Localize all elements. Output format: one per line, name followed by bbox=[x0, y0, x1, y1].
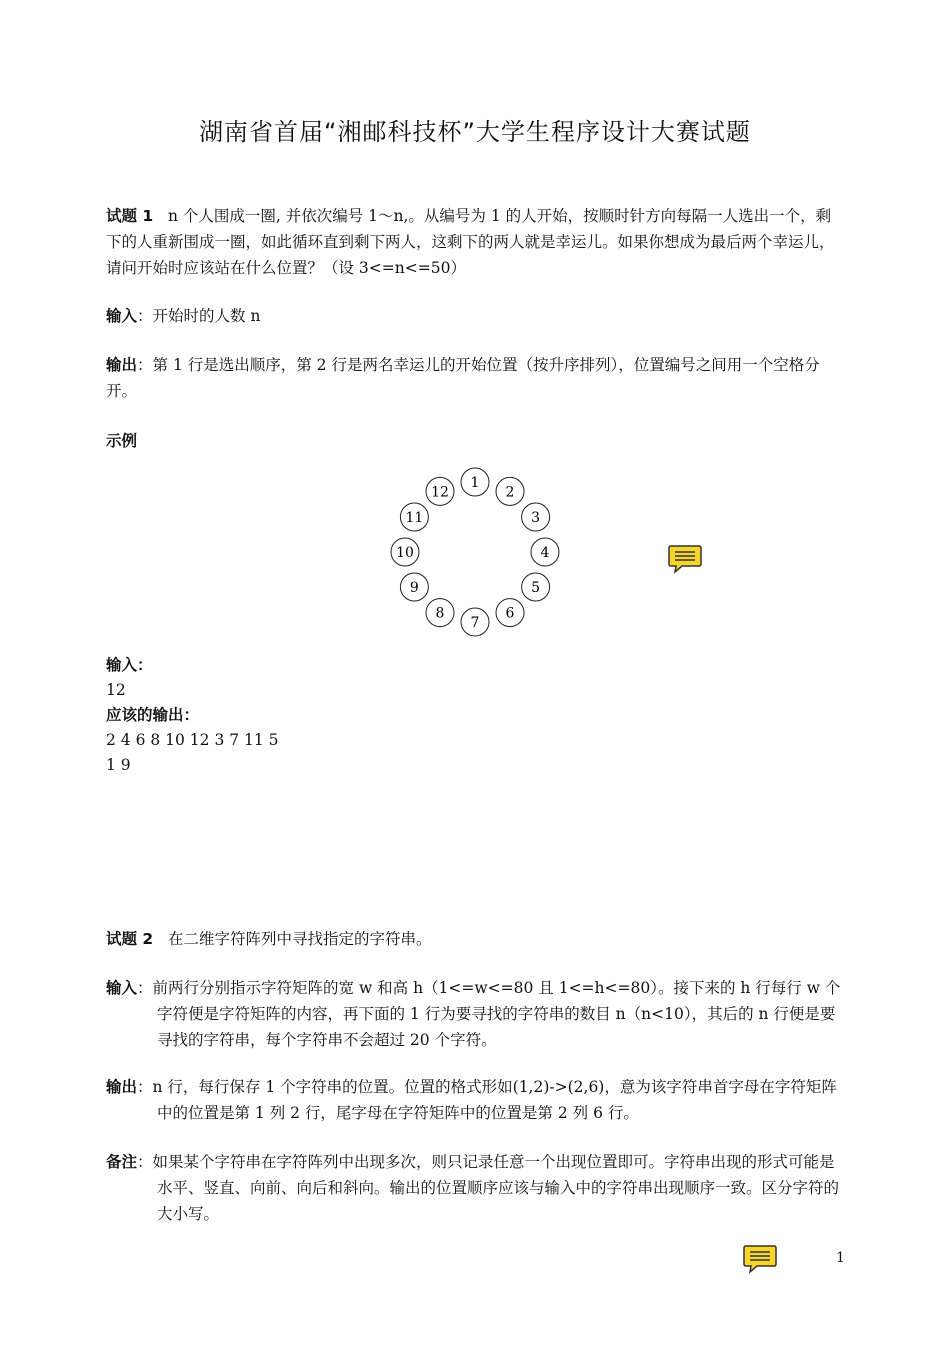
problem2-note-text: ：如果某个字符串在字符阵列中出现多次，则只记录任意一个出现位置即可。字符串出现的形式可能是水平、竖直、向前、向后和斜向。输出的位置顺序应该与输入中的字符串出现顺序一致。区分字符的大小写。 bbox=[137, 1153, 840, 1223]
circle-node-label: 11 bbox=[405, 510, 424, 526]
comment-icon[interactable] bbox=[743, 1244, 777, 1278]
problem2-label: 试题 2 bbox=[106, 930, 154, 948]
comment-icon[interactable] bbox=[668, 544, 702, 578]
page-title: 湖南省首届“湘邮科技杯”大学生程序设计大赛试题 bbox=[199, 118, 751, 146]
problem1-input bbox=[106, 303, 846, 329]
circle-node bbox=[461, 608, 489, 636]
circle-node bbox=[496, 477, 524, 505]
circle-node-label: 4 bbox=[540, 545, 550, 561]
circle-node bbox=[426, 477, 454, 505]
problem2-note bbox=[106, 1149, 846, 1227]
problem2-input bbox=[106, 975, 846, 1053]
problem1-output-text: ：第 1 行是选出顺序，第 2 行是两名幸运儿的开始位置（按升序排列），位置编号之间用一个空格分开。 bbox=[106, 356, 820, 400]
example-input-value: 12 bbox=[106, 681, 126, 699]
problem1-statement bbox=[106, 203, 846, 281]
example-output-line1: 2 4 6 8 10 12 3 7 11 5 bbox=[106, 731, 279, 749]
circle-node bbox=[400, 503, 428, 531]
problem1-input-text: ：开始时的人数 n bbox=[137, 307, 261, 325]
circle-node bbox=[391, 538, 419, 566]
problem2-note-label: 备注 bbox=[106, 1153, 138, 1171]
circle-node-label: 3 bbox=[531, 510, 541, 526]
circle-node bbox=[400, 573, 428, 601]
circle-node-label: 1 bbox=[470, 475, 480, 491]
circle-node-label: 12 bbox=[431, 484, 449, 501]
circle-node bbox=[496, 599, 524, 627]
page-number: 1 bbox=[836, 1250, 845, 1266]
circle-diagram bbox=[380, 462, 570, 642]
circle-node bbox=[531, 538, 559, 566]
circle-node bbox=[522, 573, 550, 601]
problem2-input-text: ：前两行分别指示字符矩阵的宽 w 和高 h（1<=w<=80 且 1<=h<=80）。接下来的 h 行每行 w 个字符便是字符矩阵的内容，再下面的 1 行为要寻找的字符串的数目 n（n<10），其后的 n 行便是要寻找的字符串，每个字符串不会超过 20 个字符。 bbox=[137, 979, 841, 1049]
circle-node-label: 5 bbox=[531, 580, 541, 596]
example-output-line2: 1 9 bbox=[106, 756, 131, 774]
problem1-text: n 个人围成一圈, 并依次编号 1～n,。从编号为 1 的人开始，按顺时针方向每隔一人选出一个，剩下的人重新围成一圈，如此循环直到剩下两人，这剩下的两人就是幸运儿。如果你想成为最后两个幸运儿，请问开始时应该站在什么位置？（设 3<=n<=50） bbox=[106, 207, 835, 277]
problem2-output bbox=[106, 1074, 846, 1126]
problem2-output-text: ：n 行，每行保存 1 个字符串的位置。位置的格式形如(1,2)->(2,6)，意为该字符串首字母在字符矩阵中的位置是第 1 列 2 行，尾字母在字符矩阵中的位置是第 2 列 6 行。 bbox=[137, 1078, 837, 1122]
problem2-statement bbox=[106, 926, 846, 952]
circle-node-label: 7 bbox=[470, 615, 480, 631]
problem1-label: 试题 1 bbox=[106, 207, 154, 225]
problem1-output bbox=[106, 352, 846, 404]
problem1-output-label: 输出 bbox=[106, 356, 138, 374]
example-output-label: 应该的输出： bbox=[106, 706, 200, 724]
circle-node-label: 2 bbox=[505, 484, 515, 501]
circle-node-label: 10 bbox=[396, 545, 414, 561]
circle-node bbox=[426, 599, 454, 627]
circle-node-label: 6 bbox=[505, 605, 515, 622]
example-heading: 示例 bbox=[106, 432, 138, 450]
problem2-text: 在二维字符阵列中寻找指定的字符串。 bbox=[167, 930, 432, 948]
circle-node-label: 9 bbox=[409, 580, 419, 596]
problem2-output-label: 输出 bbox=[106, 1078, 138, 1096]
circle-node bbox=[461, 468, 489, 496]
example-input-label: 输入： bbox=[106, 656, 153, 674]
circle-node bbox=[522, 503, 550, 531]
problem1-input-label: 输入 bbox=[106, 307, 138, 325]
problem2-input-label: 输入 bbox=[106, 979, 138, 997]
circle-node-label: 8 bbox=[435, 605, 445, 622]
